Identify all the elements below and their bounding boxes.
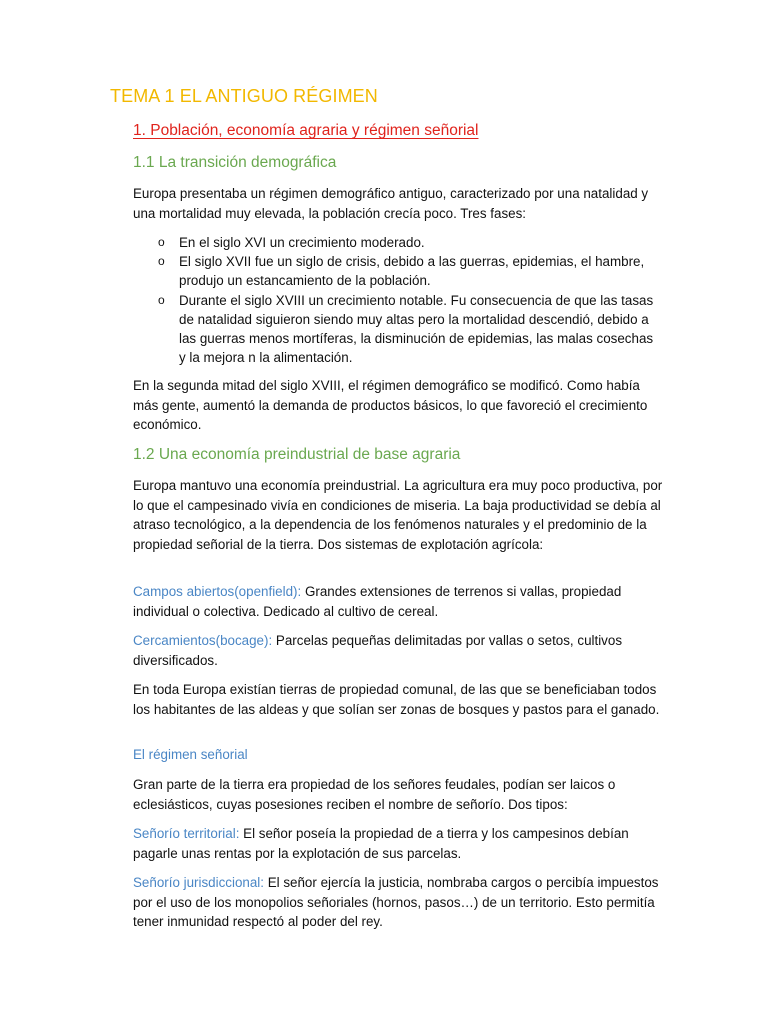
list-item-text: Durante el siglo XVIII un crecimiento notable. Fu consecuencia de que las tasas de natalidad siguieron siendo muy altas pero la mortalidad descendió, debido a las guerras menos mortíferas, la disminución de epidemias, las malas cosechas y la mejora n la alimentación. — [179, 292, 654, 366]
enclosures-label: Cercamientos(bocage): — [133, 633, 273, 648]
open-fields-text: Grandes extensiones de terrenos si vallas, propiedad individual o colectiva. Dedicado al cultivo de cereal. — [133, 584, 622, 619]
circle-bullet-icon: o — [158, 292, 165, 307]
territorial-lordship-label: Señorío territorial: — [133, 826, 240, 841]
list-item — [158, 252, 663, 290]
jurisdictional-lordship-text: El señor ejercía la justicia, nombraba cargos o percibía impuestos por el uso de los monopolios señoriales (hornos, pasos…) de un territorio. Esto permitía tener inmunidad respectó al poder del rey. — [133, 875, 659, 929]
paragraph-open-fields — [133, 582, 663, 621]
subheading-agrarian-economy: 1.2 Una economía preindustrial de base agraria — [133, 446, 461, 463]
section-heading: 1. Población, economía agraria y régimen señorial — [133, 122, 479, 139]
paragraph-demographic-closing: En la segunda mitad del siglo XVIII, el régimen demográfico se modificó. Como había más gente, aumentó la demanda de productos básicos, lo que favoreció el crecimiento económico. — [133, 378, 648, 432]
open-fields-label: Campos abiertos(openfield): — [133, 584, 302, 599]
paragraph-seigneurial-intro: Gran parte de la tierra era propiedad de los señores feudales, podían ser laicos o eclesiásticos, cuyas posesiones reciben el nombre de señorío. Dos tipos: — [133, 777, 616, 812]
list-item-text: El siglo XVII fue un siglo de crisis, debido a las guerras, epidemias, el hambre, produjo un estancamiento de la población. — [179, 254, 645, 289]
circle-bullet-icon: o — [158, 254, 165, 269]
paragraph-economy-intro: Europa mantuvo una economía preindustrial. La agricultura era muy poco productiva, por lo que el campesinado vivía en condiciones de miseria. La baja productividad se debía al atraso tecnológico, a la dependencia de los fenómenos naturales y el predominio de la propiedad señorial de la tierra. Dos sistemas de explotación agrícola: — [133, 478, 663, 552]
circle-bullet-icon: o — [158, 235, 165, 249]
enclosures-text: Parcelas pequeñas delimitadas por vallas o setos, cultivos diversificados. — [133, 633, 623, 668]
paragraph-territorial-lordship — [133, 824, 663, 863]
paragraph-demographic-intro: Europa presentaba un régimen demográfico antiguo, caracterizado por una natalidad y una mortalidad muy elevada, la población crecía poco. Tres fases: — [133, 186, 649, 221]
subheading-seigneurial-regime: El régimen señorial — [133, 747, 248, 762]
list-item — [158, 233, 663, 252]
territorial-lordship-text: El señor poseía la propiedad de a tierra y los campesinos debían pagarle unas rentas por la explotación de sus parcelas. — [133, 826, 629, 861]
document-title: TEMA 1 EL ANTIGUO RÉGIMEN — [110, 86, 378, 106]
paragraph-enclosures — [133, 631, 663, 670]
list-item — [158, 291, 663, 368]
subheading-demographic-transition: 1.1 La transición demográfica — [133, 154, 337, 171]
jurisdictional-lordship-label: Señorío jurisdiccional: — [133, 875, 264, 890]
paragraph-jurisdictional-lordship — [133, 873, 663, 932]
phases-list — [158, 233, 663, 367]
list-item-text: En el siglo XVI un crecimiento moderado. — [179, 235, 425, 250]
paragraph-communal-lands: En toda Europa existían tierras de propiedad comunal, de las que se beneficiaban todos los habitantes de las aldeas y que solían ser zonas de bosques y pastos para el ganado. — [133, 682, 660, 717]
